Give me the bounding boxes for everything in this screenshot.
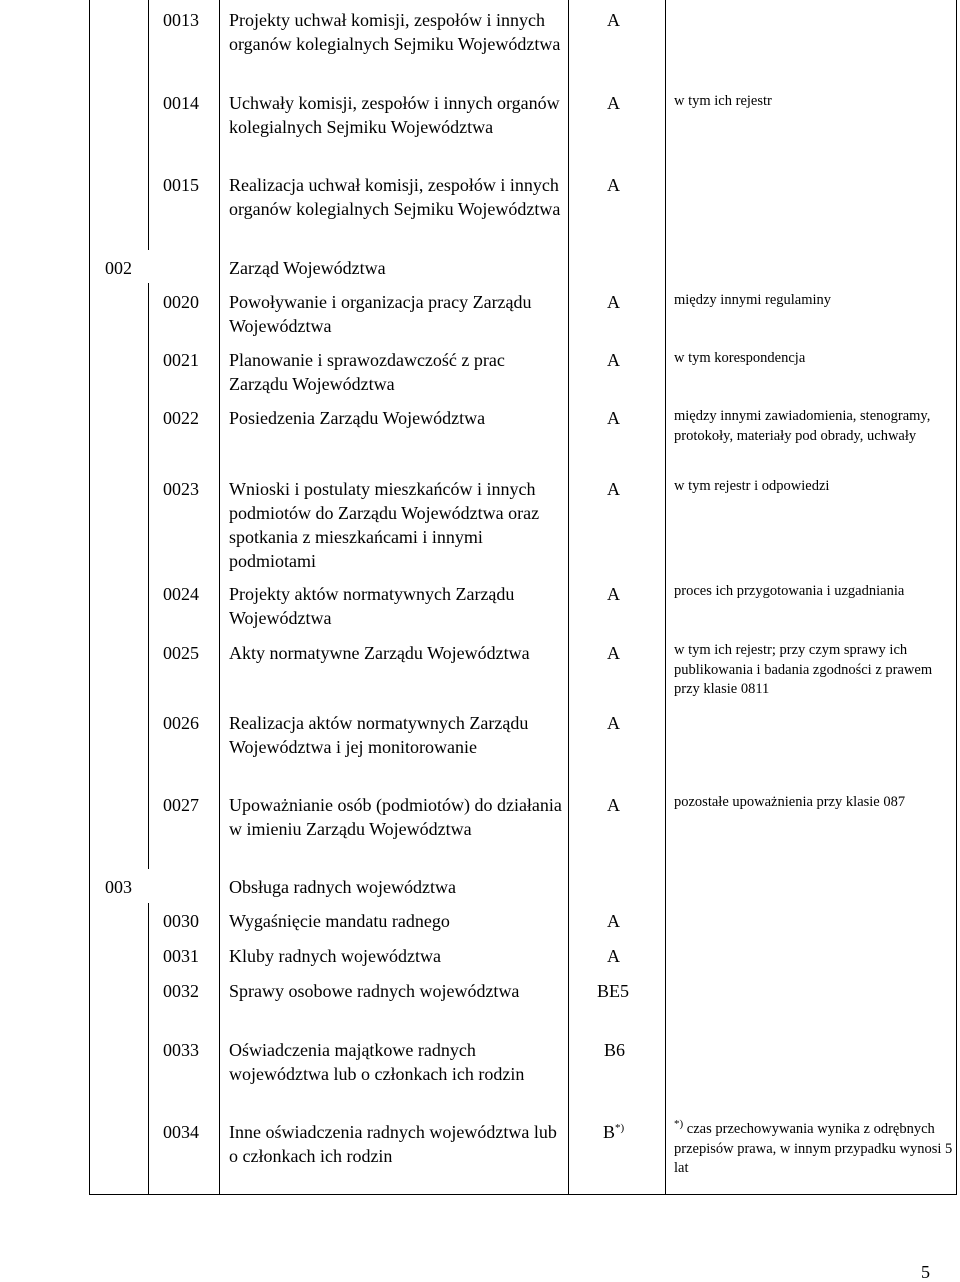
- row-code: 0014: [163, 93, 199, 113]
- footnote-marker: *): [615, 1122, 625, 1134]
- row-code: 0013: [163, 10, 199, 30]
- row-category: A: [607, 911, 620, 931]
- row-note: proces ich przygotowania i uzgadniania: [674, 583, 905, 599]
- row-note: pozostałe upoważnienia przy klasie 087: [674, 794, 906, 810]
- section-code: 002: [105, 258, 132, 278]
- row-title: Upoważnianie osób (podmiotów) do działania w imieniu Zarządu Województwa: [229, 795, 562, 839]
- column-divider: [148, 283, 149, 869]
- row-category: B6: [604, 1040, 626, 1060]
- column-divider: [219, 0, 220, 1195]
- row-note: w tym ich rejestr; przy czym sprawy ich publikowania i badania zgodności z prawem przy klasie 0811: [674, 642, 933, 697]
- row-category: A: [607, 292, 620, 312]
- row-title: Realizacja aktów normatywnych Zarządu Województwa i jej monitorowanie: [229, 713, 529, 757]
- row-title: Planowanie i sprawozdawczość z prac Zarządu Województwa: [229, 350, 505, 394]
- row-code: 0027: [163, 795, 199, 815]
- row-code: 0034: [163, 1122, 199, 1142]
- row-title: Posiedzenia Zarządu Województwa: [229, 408, 486, 428]
- column-divider: [665, 0, 666, 1195]
- row-code: 0021: [163, 350, 199, 370]
- row-title: Kluby radnych województwa: [229, 946, 441, 966]
- row-code: 0032: [163, 981, 199, 1001]
- column-divider: [148, 0, 149, 250]
- row-title: Wygaśnięcie mandatu radnego: [229, 911, 450, 931]
- row-category: A: [607, 643, 620, 663]
- row-category: A: [607, 713, 620, 733]
- row-code: 0025: [163, 643, 199, 663]
- row-title: Akty normatywne Zarządu Województwa: [229, 643, 530, 663]
- section-title: Obsługa radnych województwa: [229, 877, 456, 897]
- row-category: [603, 1120, 643, 1144]
- row-code: 0015: [163, 175, 199, 195]
- row-note: w tym korespondencja: [674, 350, 806, 366]
- row-category-value: B: [603, 1122, 616, 1142]
- row-note: w tym rejestr i odpowiedzi: [674, 478, 830, 494]
- row-category: A: [607, 479, 620, 499]
- row-title: Oświadczenia majątkowe radnych województwa lub o członkach ich rodzin: [229, 1040, 525, 1084]
- row-category: BE5: [597, 981, 630, 1001]
- footnote-marker: *): [674, 1118, 684, 1131]
- row-category: A: [607, 408, 620, 428]
- row-category: A: [607, 350, 620, 370]
- row-code: 0020: [163, 292, 199, 312]
- row-title: Uchwały komisji, zespołów i innych organów kolegialnych Sejmiku Województwa: [229, 93, 560, 137]
- row-code: 0022: [163, 408, 199, 428]
- row-title: Realizacja uchwał komisji, zespołów i innych organów kolegialnych Sejmiku Województwa: [229, 175, 561, 219]
- row-note-text: czas przechowywania wynika z odrębnych przepisów prawa, w innym przypadku wynosi 5 lat: [674, 1121, 953, 1176]
- section-title: Zarząd Województwa: [229, 258, 386, 278]
- page-number: 5: [921, 1262, 930, 1282]
- section-code: 003: [105, 877, 132, 897]
- row-category: A: [607, 584, 620, 604]
- row-note: [674, 1120, 956, 1179]
- row-note: w tym ich rejestr: [674, 93, 772, 109]
- column-divider: [568, 0, 569, 1195]
- row-title: Powoływanie i organizacja pracy Zarządu Województwa: [229, 292, 532, 336]
- row-title: Inne oświadczenia radnych województwa lub o członkach ich rodzin: [229, 1122, 557, 1166]
- row-code: 0030: [163, 911, 199, 931]
- row-code: 0033: [163, 1040, 199, 1060]
- row-note: między innymi regulaminy: [674, 292, 832, 308]
- column-divider: [148, 903, 149, 1195]
- row-title: Projekty aktów normatywnych Zarządu Województwa: [229, 584, 515, 628]
- row-code: 0023: [163, 479, 199, 499]
- row-code: 0026: [163, 713, 199, 733]
- row-category: A: [607, 795, 620, 815]
- row-title: Projekty uchwał komisji, zespołów i innych organów kolegialnych Sejmiku Województwa: [229, 10, 561, 54]
- row-category: A: [607, 946, 620, 966]
- row-title: Wnioski i postulaty mieszkańców i innych podmiotów do Zarządu Województwa oraz spotkania z mieszkańcami i innymi podmiotami: [229, 479, 540, 571]
- row-title: Sprawy osobowe radnych województwa: [229, 981, 520, 1001]
- row-category: A: [607, 93, 620, 113]
- row-category: A: [607, 175, 620, 195]
- row-note: między innymi zawiadomienia, stenogramy, protokoły, materiały pod obrady, uchwały: [674, 408, 931, 444]
- row-code: 0031: [163, 946, 199, 966]
- row-code: 0024: [163, 584, 199, 604]
- row-category: A: [607, 10, 620, 30]
